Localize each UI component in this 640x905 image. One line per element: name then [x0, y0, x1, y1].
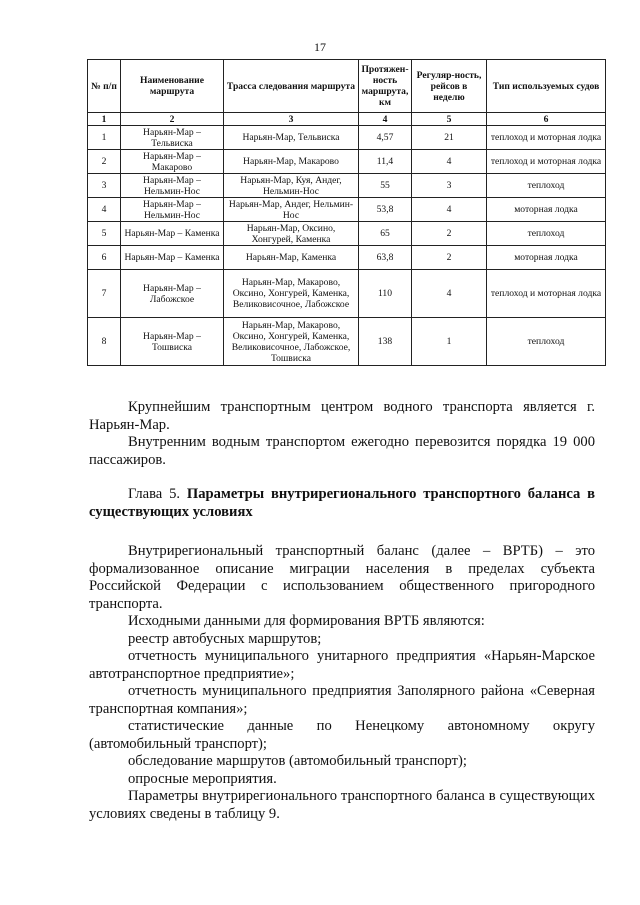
header-number: № п/п: [88, 60, 121, 113]
cell-length: 138: [359, 318, 412, 366]
cell-frequency: 2: [412, 222, 487, 246]
header-route-name: Наименование маршрута: [121, 60, 224, 113]
table-row: [88, 198, 606, 222]
paragraph-passengers: Внутренним водным транспортом ежегодно перевозится порядка 19 000 пассажиров.: [89, 434, 595, 468]
chapter-label: Глава 5.: [128, 486, 181, 502]
cell-number: 5: [88, 222, 121, 246]
table-row: [88, 270, 606, 318]
cell-route-name: Нарьян-Мар – Каменка: [121, 246, 224, 270]
column-number: 6: [487, 113, 606, 126]
cell-frequency: 4: [412, 198, 487, 222]
cell-frequency: 2: [412, 246, 487, 270]
table-row: [88, 246, 606, 270]
cell-vessel-type: теплоход: [487, 174, 606, 198]
header-length: Протяжен-ность маршрута, км: [359, 60, 412, 113]
cell-length: 4,57: [359, 126, 412, 150]
cell-vessel-type: моторная лодка: [487, 198, 606, 222]
cell-number: 8: [88, 318, 121, 366]
cell-route-name: Нарьян-Мар – Каменка: [121, 222, 224, 246]
cell-number: 4: [88, 198, 121, 222]
column-number-row: [88, 113, 606, 126]
cell-frequency: 1: [412, 318, 487, 366]
paragraph-table-reference: Параметры внутрирегионального транспортного баланса в существующих условиях сведены в таблицу 9.: [89, 788, 595, 822]
list-item: обследование маршрутов (автомобильный транспорт);: [128, 753, 467, 769]
table-row: [88, 222, 606, 246]
cell-vessel-type: теплоход и моторная лодка: [487, 270, 606, 318]
column-number: 4: [359, 113, 412, 126]
header-route-path: Трасса следования маршрута: [224, 60, 359, 113]
cell-number: 6: [88, 246, 121, 270]
column-number: 2: [121, 113, 224, 126]
table-row: [88, 150, 606, 174]
cell-route-name: Нарьян-Мар – Макарово: [121, 150, 224, 174]
cell-route-path: Нарьян-Мар, Макарово, Оксино, Хонгурей, Каменка, Великовисочное, Лабожское, Тошвиска: [224, 318, 359, 366]
cell-length: 11,4: [359, 150, 412, 174]
paragraph-sources-title: Исходными данными для формирования ВРТБ являются:: [128, 613, 485, 629]
column-number: 3: [224, 113, 359, 126]
cell-length: 63,8: [359, 246, 412, 270]
cell-route-path: Нарьян-Мар, Тельвиска: [224, 126, 359, 150]
cell-frequency: 3: [412, 174, 487, 198]
cell-vessel-type: теплоход: [487, 222, 606, 246]
section-body: [89, 543, 595, 823]
cell-route-path: Нарьян-Мар, Оксино, Хонгурей, Каменка: [224, 222, 359, 246]
cell-length: 55: [359, 174, 412, 198]
cell-route-name: Нарьян-Мар – Тельвиска: [121, 126, 224, 150]
cell-route-path: Нарьян-Мар, Макарово: [224, 150, 359, 174]
cell-number: 1: [88, 126, 121, 150]
body-paragraphs: [89, 399, 595, 469]
water-routes-table: [87, 59, 606, 366]
cell-length: 65: [359, 222, 412, 246]
header-vessel-type: Тип используемых судов: [487, 60, 606, 113]
table-header-row: [88, 60, 606, 113]
cell-route-path: Нарьян-Мар, Андег, Нельмин-Нос: [224, 198, 359, 222]
cell-vessel-type: моторная лодка: [487, 246, 606, 270]
paragraph-transport-center: Крупнейшим транспортным центром водного транспорта является г. Нарьян-Мар.: [89, 399, 595, 433]
list-item: отчетность муниципального предприятия Заполярного района «Северная транспортная компания»;: [89, 683, 595, 717]
table-row: [88, 126, 606, 150]
cell-frequency: 4: [412, 150, 487, 174]
cell-route-name: Нарьян-Мар – Нельмин-Нос: [121, 174, 224, 198]
page-number: 17: [314, 40, 326, 54]
list-item: отчетность муниципального унитарного предприятия «Нарьян-Марское автотранспортное предприятие»;: [89, 648, 595, 682]
cell-route-name: Нарьян-Мар – Нельмин-Нос: [121, 198, 224, 222]
cell-route-name: Нарьян-Мар – Тошвиска: [121, 318, 224, 366]
cell-route-path: Нарьян-Мар, Каменка: [224, 246, 359, 270]
list-item: реестр автобусных маршрутов;: [128, 630, 322, 647]
chapter-title: Параметры внутрирегионального транспортного баланса в существующих условиях: [89, 486, 595, 520]
cell-length: 110: [359, 270, 412, 318]
cell-length: 53,8: [359, 198, 412, 222]
paragraph-vrtb-definition: Внутрирегиональный транспортный баланс (далее – ВРТБ) – это формализованное описание миграции населения в пределах субъекта Российской Федерации с использованием общественного пригородного транспорта.: [89, 543, 595, 612]
cell-vessel-type: теплоход и моторная лодка: [487, 126, 606, 150]
list-item: опросные мероприятия.: [128, 770, 277, 787]
table-row: [88, 318, 606, 366]
cell-frequency: 4: [412, 270, 487, 318]
list-item: статистические данные по Ненецкому автономному округу (автомобильный транспорт);: [89, 718, 595, 752]
cell-route-path: Нарьян-Мар, Макарово, Оксино, Хонгурей, Каменка, Великовисочное, Лабожское: [224, 270, 359, 318]
column-number: 1: [88, 113, 121, 126]
header-frequency: Регуляр-ность, рейсов в неделю: [412, 60, 487, 113]
cell-number: 7: [88, 270, 121, 318]
cell-route-path: Нарьян-Мар, Куя, Андег, Нельмин-Нос: [224, 174, 359, 198]
cell-number: 3: [88, 174, 121, 198]
table-row: [88, 174, 606, 198]
chapter-heading: [89, 486, 595, 521]
column-number: 5: [412, 113, 487, 126]
cell-route-name: Нарьян-Мар – Лабожское: [121, 270, 224, 318]
cell-number: 2: [88, 150, 121, 174]
cell-vessel-type: теплоход и моторная лодка: [487, 150, 606, 174]
cell-vessel-type: теплоход: [487, 318, 606, 366]
cell-frequency: 21: [412, 126, 487, 150]
